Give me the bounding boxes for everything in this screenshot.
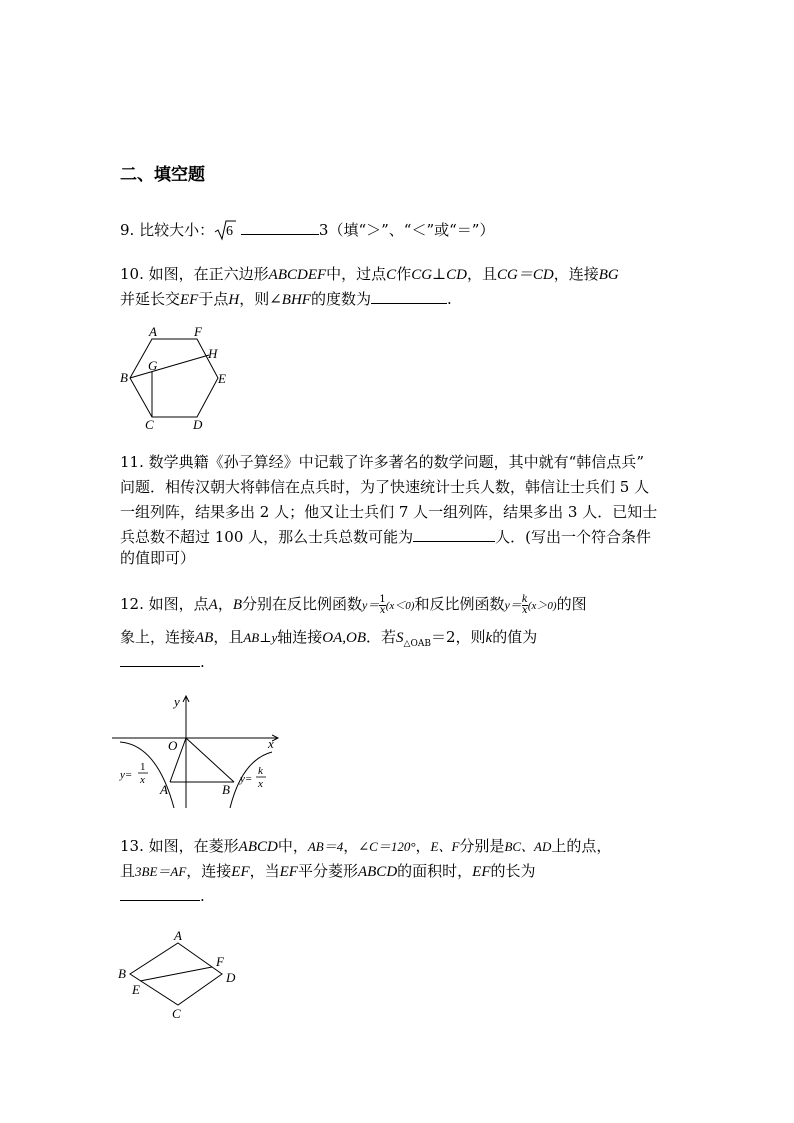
text: 数学典籍《孙子算经》中记载了许多著名的数学问题，其中就有“韩信点兵”	[148, 453, 644, 471]
label-k: k	[258, 765, 263, 777]
text: 人．(写出一个符合条件	[495, 528, 652, 546]
text: ，则	[455, 628, 486, 646]
question-hint: （填“＞”、“＜”或“＝”）	[328, 221, 495, 239]
question-13-line-1	[120, 835, 611, 858]
label-y: y	[174, 694, 180, 709]
question-10-line-2	[120, 288, 452, 311]
text: 的图	[556, 595, 587, 613]
math: BG	[598, 267, 619, 283]
math: AB＝4	[307, 839, 344, 854]
answer-blank[interactable]	[120, 885, 200, 901]
segment-bh	[130, 355, 209, 378]
question-13-line-3	[120, 885, 205, 907]
text: 中，	[277, 837, 308, 855]
math: OA,OB	[322, 630, 367, 646]
fraction-1-over-x: $\frac{1}{x}$	[379, 593, 386, 616]
label-a: A	[149, 324, 157, 339]
label-a: A	[160, 782, 168, 797]
math: EF	[472, 864, 491, 880]
text: .	[200, 887, 205, 905]
segment-ob	[186, 738, 234, 782]
label-c: C	[145, 417, 154, 432]
hexagon-figure	[112, 322, 242, 434]
text: 平分菱形	[297, 862, 358, 880]
text: ，连接	[553, 265, 599, 283]
question-10-line-1	[120, 263, 619, 286]
question-number: 11.	[120, 453, 144, 471]
label-y1: y=	[120, 769, 133, 781]
question-11-line-1	[120, 451, 644, 473]
label-f: F	[194, 324, 202, 339]
math: AB⊥y	[243, 630, 278, 645]
math: A	[208, 597, 218, 613]
label-b: B	[222, 782, 230, 797]
label-d: D	[193, 417, 203, 432]
question-number: 12.	[120, 595, 144, 613]
math: CG⊥CD	[411, 267, 467, 283]
label-d: D	[226, 970, 236, 985]
text: ，当	[249, 862, 280, 880]
math: AB	[195, 630, 214, 646]
text: 并延长交	[120, 290, 181, 308]
text: 分别是	[459, 837, 505, 855]
text: 象上，连接	[120, 628, 196, 646]
question-number: 9.	[120, 221, 135, 239]
text: 兵总数不超过 100 人，那么士兵总数可能为	[120, 528, 414, 546]
math: ABCD	[357, 864, 398, 880]
math: EF	[180, 292, 199, 308]
radical-sign-icon	[214, 219, 236, 241]
section-title: 二、填空题	[120, 165, 205, 185]
answer-blank[interactable]	[241, 219, 319, 235]
math: C	[386, 267, 397, 283]
text: ，	[217, 595, 233, 613]
question-11-line-4	[120, 526, 651, 548]
label-e: E	[132, 982, 140, 997]
text: 和反比例函数	[414, 595, 505, 613]
label-x-den2: x	[258, 778, 263, 790]
label-b: B	[120, 370, 128, 385]
compare-value: 3	[318, 221, 329, 239]
text: ，连接	[186, 862, 232, 880]
question-9	[120, 219, 494, 242]
math: S	[396, 630, 404, 646]
math: EF	[231, 864, 250, 880]
text: ．若	[366, 628, 397, 646]
math: ABCD	[238, 839, 278, 855]
math: H	[228, 292, 240, 308]
label-f: F	[216, 954, 224, 969]
text: 如图，在正六边形	[148, 265, 269, 283]
label-a: A	[174, 928, 182, 943]
text: 且	[120, 862, 136, 880]
text: 如图，在菱形	[148, 837, 239, 855]
math: ∠C＝120°	[358, 839, 416, 854]
text: .	[200, 653, 205, 671]
label-g: G	[148, 358, 158, 373]
hexagon-shape	[130, 339, 218, 417]
text: 轴连接	[277, 628, 323, 646]
question-12-line-1	[120, 593, 587, 617]
question-number: 10.	[120, 265, 144, 283]
question-number: 13.	[120, 837, 144, 855]
segment-ef	[140, 967, 212, 981]
math: E、F	[430, 839, 460, 854]
text: 分别在反比例函数	[242, 595, 363, 613]
label-x-den: x	[140, 774, 145, 786]
text: ，且	[213, 628, 244, 646]
label-c: C	[172, 1006, 181, 1021]
text: 的面积时，	[397, 862, 473, 880]
text: 上的点，	[551, 837, 612, 855]
math: 3BE＝AF	[135, 864, 187, 879]
text: 的长为	[490, 862, 536, 880]
answer-blank[interactable]	[371, 288, 447, 304]
text: 的度数为	[310, 290, 371, 308]
math: B	[232, 597, 243, 613]
math: y＝	[504, 598, 522, 612]
hyperbola-figure	[112, 690, 284, 814]
math: BC、AD	[504, 839, 552, 854]
question-11-line-3: 一组列阵，结果多出 2 人；他又让士兵们 7 人一组列阵，结果多出 3 人．已知士	[120, 503, 658, 521]
answer-blank[interactable]	[413, 526, 495, 542]
text: .	[446, 290, 452, 308]
text: 如图，点	[148, 595, 209, 613]
text: ，	[343, 837, 359, 855]
math: (x＜0)	[385, 600, 415, 612]
answer-blank[interactable]	[120, 651, 200, 667]
text: 于点	[198, 290, 229, 308]
math: CG＝CD	[497, 267, 554, 283]
question-text: 比较大小：	[139, 221, 215, 239]
math: BHF	[281, 292, 311, 308]
math: ABCDEF	[268, 267, 327, 283]
math: EF	[279, 864, 298, 880]
math: y＝	[362, 598, 380, 612]
question-11-line-2: 问题．相传汉朝大将韩信在点兵时，为了快速统计士兵人数，韩信让士兵们 5 人	[120, 478, 650, 496]
text: 中，过点	[326, 265, 387, 283]
question-12-line-3	[120, 651, 205, 673]
question-11-line-5: 的值即可）	[120, 549, 196, 567]
math: k	[485, 630, 493, 646]
radicand: 6	[226, 224, 234, 239]
question-13-line-2	[120, 860, 536, 883]
text: ，则∠	[239, 290, 282, 308]
label-o: O	[168, 738, 178, 753]
text: 的值为	[492, 628, 538, 646]
rhombus-figure	[112, 928, 252, 1022]
math: (x＞0)	[527, 600, 557, 612]
label-b: B	[118, 966, 126, 981]
text: ，且	[466, 265, 497, 283]
text: ，	[415, 837, 431, 855]
label-x: x	[268, 736, 274, 751]
subscript: △OAB	[403, 639, 431, 649]
text: 作	[396, 265, 412, 283]
label-1: 1	[140, 761, 146, 773]
label-h: H	[208, 346, 218, 361]
text: ＝2	[430, 628, 456, 646]
fraction-k-over-x: $\frac{k}{x}$	[521, 593, 528, 616]
sqrt-expression	[214, 219, 236, 242]
label-e: E	[218, 371, 226, 386]
label-y2: y=	[240, 773, 253, 785]
